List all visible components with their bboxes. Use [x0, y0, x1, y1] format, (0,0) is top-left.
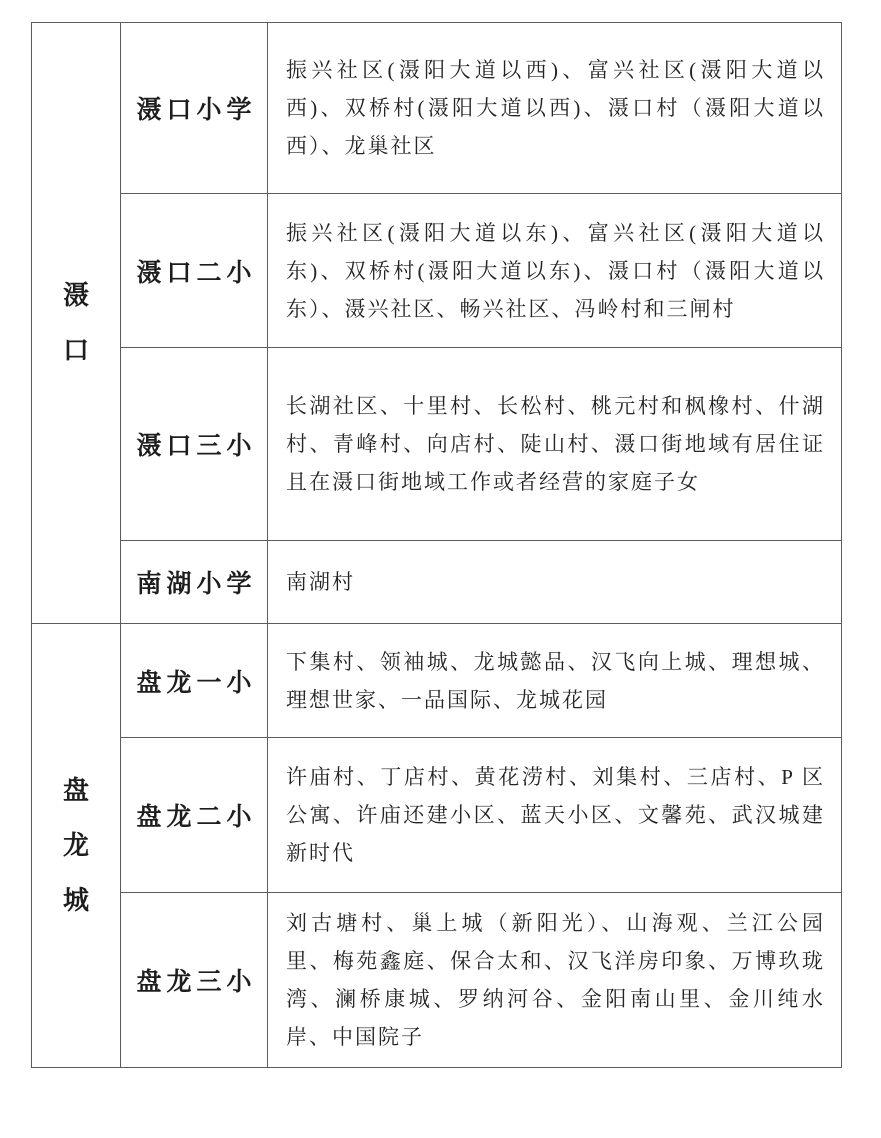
district-label: 盘龙城	[62, 776, 89, 915]
school-cell: 南湖小学	[121, 541, 268, 624]
areas-cell: 许庙村、丁店村、黄花涝村、刘集村、三店村、P 区公寓、许庙还建小区、蓝天小区、文馨苑、武汉城建新时代	[268, 738, 842, 893]
school-district-table	[31, 22, 842, 1068]
areas-cell: 振兴社区(滠阳大道以东)、富兴社区(滠阳大道以东)、双桥村(滠阳大道以东)、滠口村（滠阳大道以东）、滠兴社区、畅兴社区、冯岭村和三闸村	[268, 194, 842, 348]
table-row	[32, 541, 842, 624]
table-row	[32, 348, 842, 541]
school-cell: 滠口二小	[121, 194, 268, 348]
table-row	[32, 23, 842, 194]
areas-cell: 振兴社区(滠阳大道以西)、富兴社区(滠阳大道以西)、双桥村(滠阳大道以西)、滠口村（滠阳大道以西）、龙巢社区	[268, 23, 842, 194]
table-row	[32, 624, 842, 738]
school-cell: 滠口三小	[121, 348, 268, 541]
school-cell: 盘龙一小	[121, 624, 268, 738]
areas-cell: 刘古塘村、巢上城（新阳光）、山海观、兰江公园里、梅苑鑫庭、保合太和、汉飞洋房印象、万博玖珑湾、澜桥康城、罗纳河谷、金阳南山里、金川纯水岸、中国院子	[268, 893, 842, 1068]
areas-cell: 南湖村	[268, 541, 842, 624]
district-label: 滠口	[62, 281, 89, 365]
table-row	[32, 893, 842, 1068]
district-cell-shekou	[32, 23, 121, 624]
areas-cell: 下集村、领袖城、龙城懿品、汉飞向上城、理想城、理想世家、一品国际、龙城花园	[268, 624, 842, 738]
school-cell: 盘龙二小	[121, 738, 268, 893]
school-cell: 滠口小学	[121, 23, 268, 194]
areas-cell: 长湖社区、十里村、长松村、桃元村和枫橡村、什湖村、青峰村、向店村、陡山村、滠口街地域有居住证且在滠口街地域工作或者经营的家庭子女	[268, 348, 842, 541]
table-row	[32, 738, 842, 893]
district-cell-panlongcheng	[32, 624, 121, 1068]
school-cell: 盘龙三小	[121, 893, 268, 1068]
page	[0, 22, 881, 1138]
table-row	[32, 194, 842, 348]
